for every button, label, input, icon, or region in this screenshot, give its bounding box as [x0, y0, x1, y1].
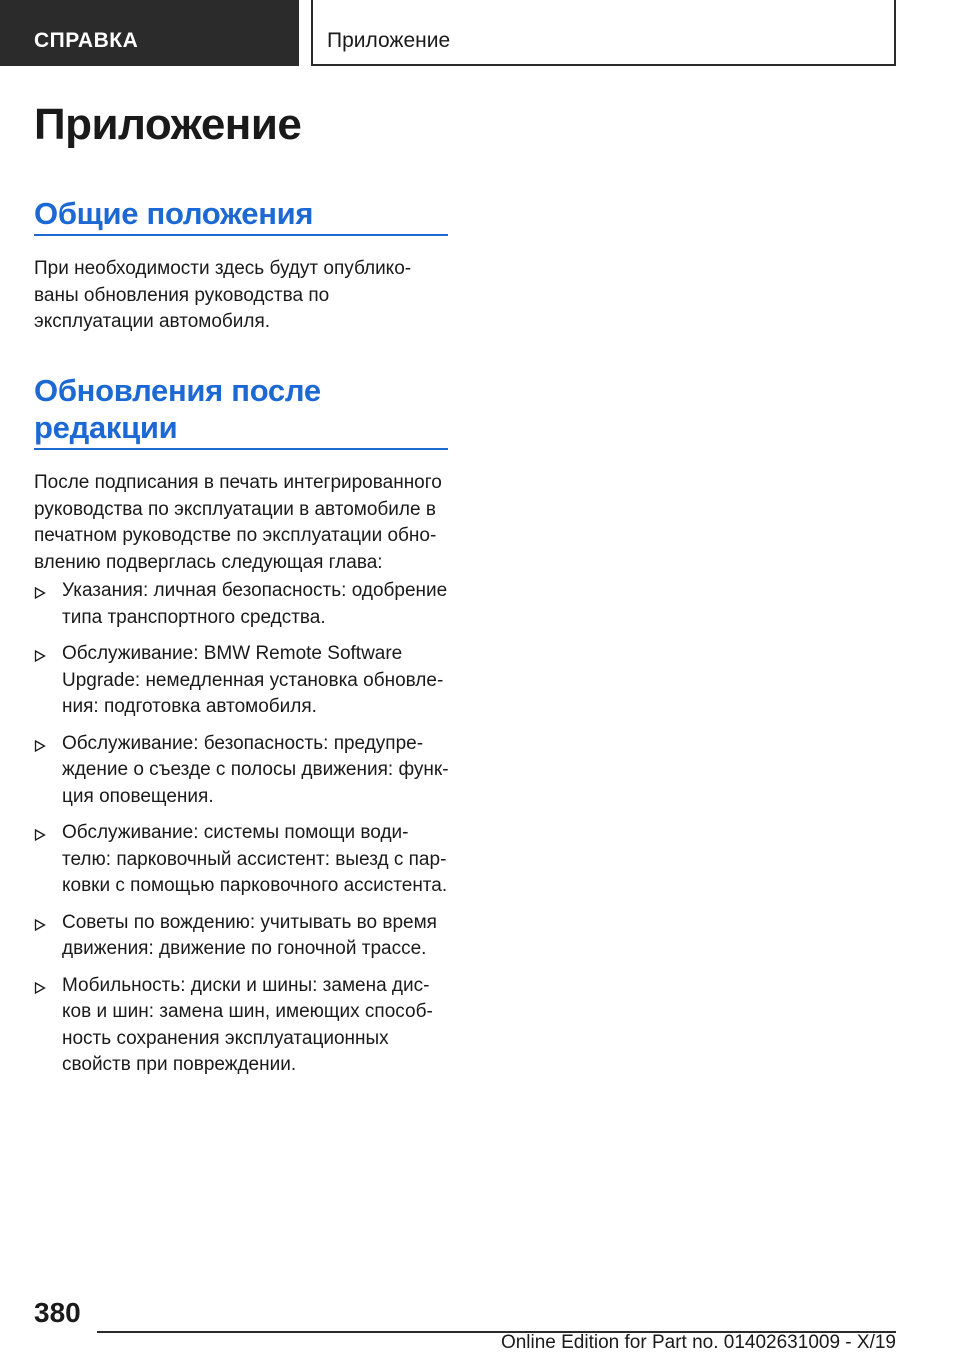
section-heading-general: Общие положения [34, 196, 314, 231]
triangle-right-icon [34, 650, 46, 662]
list-item-text: Указания: личная безопасность: одобрение типа транспортного средства. [62, 580, 448, 628]
triangle-right-icon [34, 982, 46, 994]
list-item-text: Обслуживание: безопасность: предупреждение о съезде с полосы движения: функция оповещения. [62, 732, 449, 807]
header-section-tab [0, 0, 299, 66]
section-paragraph-general: При необходимости здесь будут опубликованы обновления руководства по эксплуатации автомобиля. [34, 258, 412, 332]
list-item-text: Обслуживание: системы помощи водителю: парковочный ассистент: выезд с парковки с помощью парковочного ассистента. [62, 822, 448, 896]
list-item [34, 973, 449, 1079]
section-paragraph-updates: После подписания в печать интегрированного руководства по эксплуатации в автомобиле в печатном руководстве по эксплуатации обновлению подверглась следующая глава: [34, 472, 442, 573]
page-title: Приложение [34, 100, 302, 149]
triangle-right-icon [34, 740, 46, 752]
page-number: 380 [34, 1297, 81, 1328]
list-item-text: Обслуживание: BMW Remote Software Upgrade: немедленная установка обновления: подготовка автомобиля. [62, 643, 444, 717]
list-item [34, 641, 449, 721]
footer-edition-text: Online Edition for Part no. 01402631009 - X/19 [500, 1332, 896, 1353]
section-divider [34, 234, 448, 236]
list-item-text: Советы по вождению: учитывать во время движения: движение по гоночной трассе. [62, 911, 437, 959]
list-item [34, 910, 449, 963]
list-item [34, 578, 449, 631]
list-item [34, 731, 449, 811]
section-divider [34, 448, 448, 450]
triangle-right-icon [34, 587, 46, 599]
header-chapter-box [311, 0, 896, 66]
updated-chapters-list [34, 578, 449, 1089]
section-heading-updates: Обновления после редакции [34, 373, 321, 445]
list-item [34, 820, 449, 900]
triangle-right-icon [34, 829, 46, 841]
header-section-label: СПРАВКА [34, 29, 139, 52]
triangle-right-icon [34, 919, 46, 931]
header-chapter-label: Приложение [327, 29, 451, 52]
list-item-text: Мобильность: диски и шины: замена дисков и шин: замена шин, имеющих способность сохранения эксплуатационных свойств при повреждении. [62, 974, 433, 1075]
